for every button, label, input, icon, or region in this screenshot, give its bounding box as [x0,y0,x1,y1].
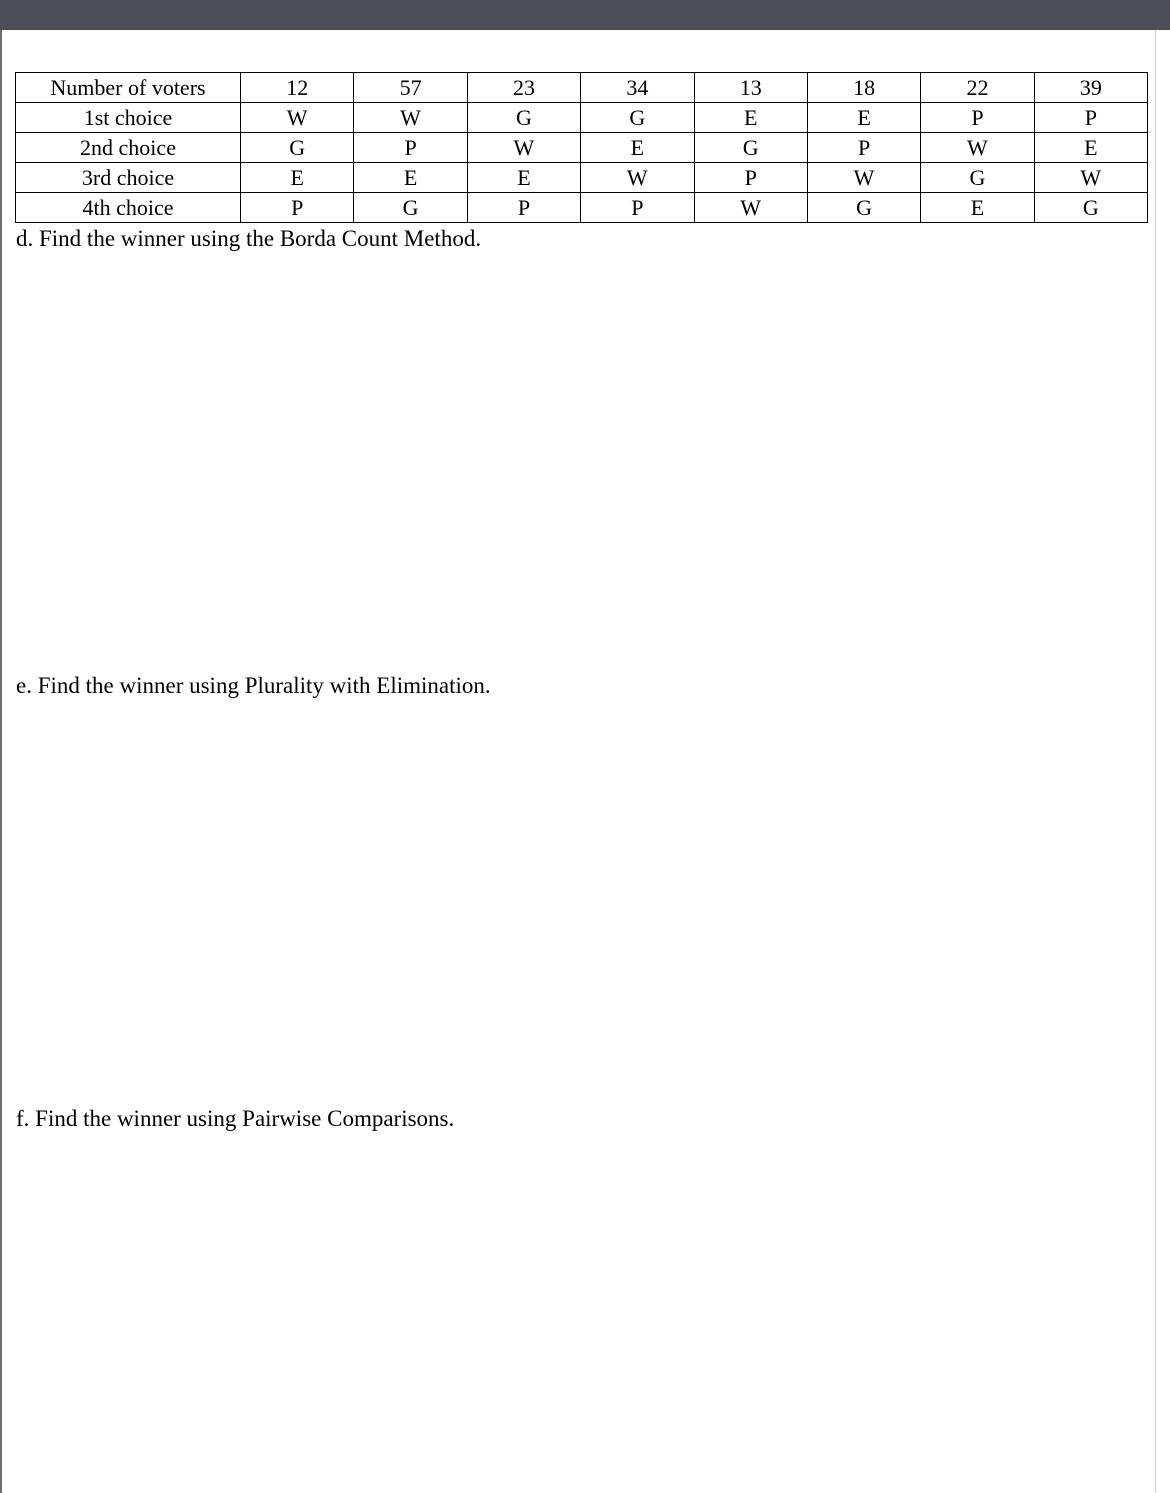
voter-count-cell: 57 [354,73,467,103]
viewer-top-bar [0,0,1170,30]
document-page [0,30,1155,1493]
choice-cell: E [921,193,1034,223]
voter-count-cell: 12 [241,73,354,103]
voter-count-cell: 34 [581,73,694,103]
question-e: e. Find the winner using Plurality with Elimination. [16,673,491,698]
choice-cell: E [807,103,920,133]
row-label: 3rd choice [16,163,241,193]
choice-cell: P [354,133,467,163]
table-row [16,133,1148,163]
choice-cell: G [354,193,467,223]
choice-cell: G [1034,193,1147,223]
voter-count-cell: 22 [921,73,1034,103]
table-row [16,73,1148,103]
choice-cell: P [694,163,807,193]
question-f: f. Find the winner using Pairwise Comparisons. [16,1106,455,1131]
choice-cell: G [694,133,807,163]
preference-table [15,72,1148,223]
row-label: Number of voters [16,73,241,103]
choice-cell: E [241,163,354,193]
row-label: 4th choice [16,193,241,223]
choice-cell: E [354,163,467,193]
voter-count-cell: 39 [1034,73,1147,103]
choice-cell: P [807,133,920,163]
choice-cell: G [921,163,1034,193]
preference-table-body [16,73,1148,223]
voter-count-cell: 23 [467,73,580,103]
choice-cell: W [807,163,920,193]
choice-cell: W [354,103,467,133]
table-row [16,103,1148,133]
scroll-gutter[interactable] [1155,30,1170,1493]
row-label: 2nd choice [16,133,241,163]
table-row [16,193,1148,223]
choice-cell: W [694,193,807,223]
choice-cell: E [1034,133,1147,163]
choice-cell: G [581,103,694,133]
choice-cell: P [467,193,580,223]
row-label: 1st choice [16,103,241,133]
choice-cell: W [467,133,580,163]
choice-cell: W [241,103,354,133]
choice-cell: G [807,193,920,223]
choice-cell: P [241,193,354,223]
choice-cell: W [1034,163,1147,193]
question-d: d. Find the winner using the Borda Count Method. [16,226,482,251]
choice-cell: W [921,133,1034,163]
choice-cell: E [467,163,580,193]
choice-cell: G [241,133,354,163]
choice-cell: E [581,133,694,163]
choice-cell: P [581,193,694,223]
voter-count-cell: 18 [807,73,920,103]
choice-cell: W [581,163,694,193]
choice-cell: E [694,103,807,133]
choice-cell: P [1034,103,1147,133]
choice-cell: G [467,103,580,133]
choice-cell: P [921,103,1034,133]
table-row [16,163,1148,193]
voter-count-cell: 13 [694,73,807,103]
